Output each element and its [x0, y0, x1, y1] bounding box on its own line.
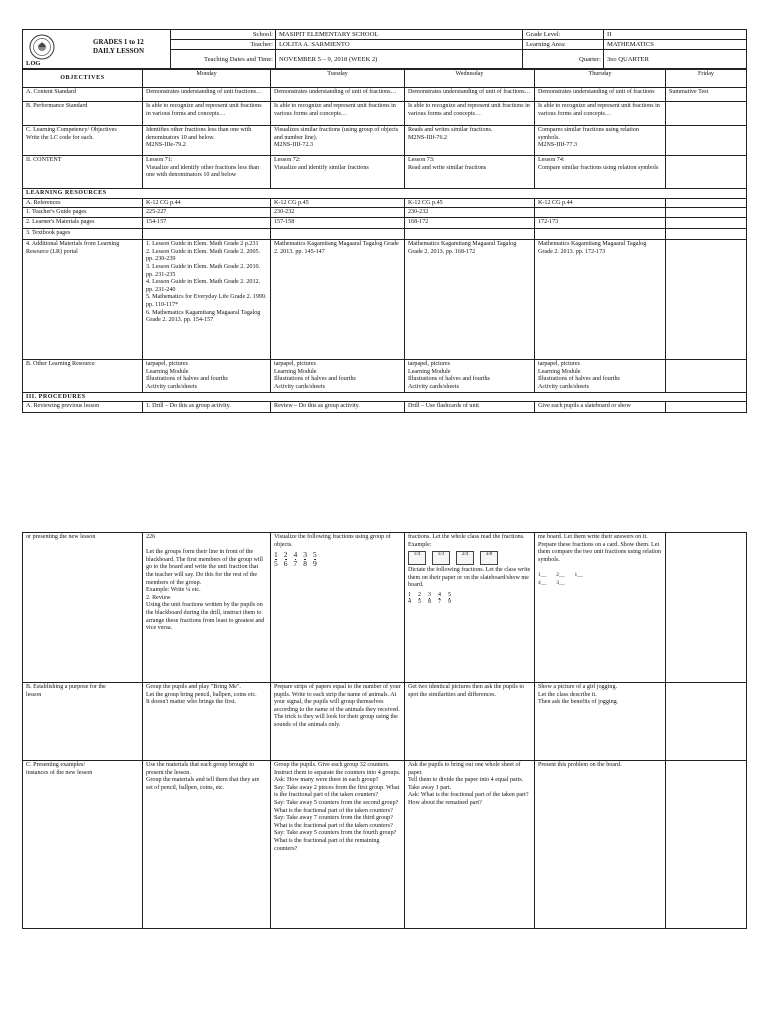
cell-friday	[666, 360, 747, 392]
fraction	[274, 551, 278, 567]
denominator: 6	[283, 558, 288, 568]
visualize-fractions-text: Visualize the following fractions using group of objects.	[274, 534, 391, 548]
comparison-item: 2__	[556, 572, 565, 579]
cell-wednesday: Lesson 73: Read and write similar fractions	[405, 156, 535, 189]
denominator: 9	[313, 558, 317, 568]
comparison-item: 1__	[574, 572, 583, 579]
header-table	[22, 29, 747, 69]
review-cont-friday	[666, 533, 747, 683]
review-cont-tuesday	[271, 533, 405, 683]
fraction	[448, 592, 451, 605]
cell-monday: Is able to recognize and represent unit fractions in various forms and concepts…	[143, 102, 271, 126]
quarter-label: Quarter:	[523, 50, 604, 69]
cell-monday: Demonstrates understanding of unit fractions…	[143, 88, 271, 102]
fraction-card: 3/8	[480, 551, 498, 565]
day-header-friday: Friday	[666, 70, 747, 88]
cell-friday	[666, 218, 747, 229]
review-cont-monday: 226 Let the groups form their line in front of the blackboard. The first members of the group will go to the board and write the unit fraction that the teacher will say. Do this for the rest of the members of the group. Example: Write ¼ etc. 2. Review Using the unit fractions written by the pupils on the blackboard during the drill, instruct them to arrange these fractions from least to greatest and vice versa.	[143, 533, 271, 683]
grade-value: II	[604, 30, 747, 40]
review-cont-label: or presenting the new lesson	[23, 533, 143, 683]
fraction	[303, 551, 307, 567]
numerator: 2	[418, 591, 421, 598]
cell-monday: Identifies other fractions less than one with denominators 10 and below. M2NS-IIIe-79.2	[143, 126, 271, 156]
cell-wednesday: tarpapel, pictures Learning Module Illustrations of halves and fourths Activity cards/sheets	[405, 360, 535, 392]
cell-wednesday: 230-232	[405, 208, 535, 218]
cell-friday	[666, 102, 747, 126]
fraction-card: 1/4	[408, 551, 426, 565]
dates-value: NOVEMBER 5 – 9, 2018 (WEEK 2)	[276, 50, 523, 69]
school-value: MASIPIT ELEMENTARY SCHOOL	[276, 30, 523, 40]
cell-thursday: Present this problem on the board.	[535, 761, 666, 929]
cell-tuesday: tarpapel, pictures Learning Module Illustrations of halves and fourths Activity cards/sheets	[271, 360, 405, 392]
cell-friday	[666, 126, 747, 156]
fraction	[408, 592, 411, 605]
row-label-ii-content: II. CONTENT	[23, 156, 143, 189]
comparison-item: 3__	[556, 579, 565, 586]
area-value: MATHEMATICS	[604, 40, 747, 50]
denominator: 7	[438, 598, 441, 605]
cell-friday	[666, 240, 747, 360]
cell-thursday: Show a picture of a girl jogging. Let the class describe it. Then ask the benefits of jogging.	[535, 683, 666, 761]
cell-monday: 154-157	[143, 218, 271, 229]
cell-friday: Summative Test	[666, 88, 747, 102]
row-label-4-additional-materials-from-learning-res: 4. Additional Materials from Learning Resource (LR) portal	[23, 240, 143, 360]
row-label-b-establishing-a-purpose-for-the-lesson: B. Establishing a purpose for the lesson	[23, 683, 143, 761]
cell-thursday: Give each pupils a slateboard or show	[535, 402, 666, 413]
comparison-item: 1__	[538, 572, 547, 579]
cell-wednesday: Drill – Use flashcards of unit	[405, 402, 535, 413]
cell-wednesday: Ask the pupils to bring out one whole sheet of paper. Tell them to divide the paper into 4 equal parts. Take away 1 part. Ask: What is the fractional part of the taken part? How about the remained part?	[405, 761, 535, 929]
row-label-c-presenting-examples-instances-of-the-n: C. Presenting examples/ instances of the new lesson	[23, 761, 143, 929]
numerator: 2	[283, 550, 288, 560]
thursday-text: me board. Let them write their answers on it. Prepare these fractions on a card. Show them. Let them compare the two unit fractions using relation symbols.	[538, 534, 662, 563]
cell-thursday: Compares similar fractions using relation symbols. M2NS-IIIf-77.3	[535, 126, 666, 156]
cell-friday	[666, 683, 747, 761]
cell-thursday	[535, 229, 666, 240]
cell-thursday: tarpapel, pictures Learning Module Illustrations of halves and fourths Activity cards/sheets	[535, 360, 666, 392]
cell-wednesday: 168-172	[405, 218, 535, 229]
day-header-wednesday: Wednesday	[405, 70, 535, 88]
cell-friday	[666, 402, 747, 413]
row-label-2-learner-s-materials-pages: 2. Learner's Materials pages	[23, 218, 143, 229]
cell-monday	[143, 229, 271, 240]
review-cont-thursday	[535, 533, 666, 683]
row-label-1-teacher-s-guide-pages: 1. Teacher's Guide pages	[23, 208, 143, 218]
objectives-heading: OBJECTIVES	[23, 70, 143, 88]
cell-monday: 1. Drill – Do this as group activity.	[143, 402, 271, 413]
lesson-plan-page-2	[22, 532, 746, 929]
cell-monday: tarpapel, pictures Learning Module Illustrations of halves and fourths Activity cards/sheets	[143, 360, 271, 392]
numerator: 1	[408, 591, 411, 598]
row-label-a-content-standard: A. Content Standard	[23, 88, 143, 102]
cell-wednesday	[405, 229, 535, 240]
title-grades: GRADES 1 to 12	[93, 38, 144, 46]
dictate-text: Dictate the following fractions. Let the class write them on their paper or on the slateboard/show me board.	[408, 567, 531, 589]
cell-friday	[666, 761, 747, 929]
teacher-value: LOLITA A. SARMIENTO	[276, 40, 523, 50]
fraction	[418, 592, 421, 605]
row-label-b-other-learning-resource: B. Other Learning Resource	[23, 360, 143, 392]
grade-label: Grade Level:	[523, 30, 604, 40]
cell-monday: Use the materials that each group brought to present the lesson. Group the materials and tell them that they are set of pencil, ballpen, coins, etc.	[143, 761, 271, 929]
cell-tuesday: Is able to recognize and represent unit fractions in various forms and concepts…	[271, 102, 405, 126]
numerator: 4	[293, 550, 298, 560]
cell-tuesday: Prepare strips of papers equal to the number of your pupils. Write to each strip the name of animals. At your signal, the pupils will group themselves according to the name of the animals they received. The trick is they will look for their group using the sounds of the animals only.	[271, 683, 405, 761]
cell-monday: Lesson 71: Visualize and identify other fractions less than one with denominators 10 and below	[143, 156, 271, 189]
day-header-thursday: Thursday	[535, 70, 666, 88]
wednesday-intro-text: fractions. Let the whole class read the fractions. Example:	[408, 534, 525, 548]
row-label-c-learning-competency-objectives-write-t: C. Learning Competency/ Objectives Write the LC code for each.	[23, 126, 143, 156]
row-label-3-textbook-pages: 3. Textbook pages	[23, 229, 143, 240]
numerator: 1	[274, 550, 278, 560]
cell-monday: Group the pupils and play "Bring Me". Let the group bring pencil, ballpen, coins etc. It doesn't matter who brings the first.	[143, 683, 271, 761]
cell-monday: K-12 CG p.44	[143, 198, 271, 208]
cell-thursday: Demonstrates understanding of unit of fractions	[535, 88, 666, 102]
fraction-card: 2/4	[456, 551, 474, 565]
lesson-plan-table-1	[22, 69, 747, 413]
numerator: 3	[428, 591, 431, 598]
area-label: Learning Area:	[523, 40, 604, 50]
cell-thursday: Lesson 74: Compare similar fractions using relation symbols	[535, 156, 666, 189]
school-label: School:	[171, 30, 276, 40]
cell-wednesday: Mathematics Kagamitang Magaaral Tagalog Grade 2. 2013. pp. 168-172	[405, 240, 535, 360]
cell-tuesday: Demonstrates understanding of unit of fractions…	[271, 88, 405, 102]
fraction-cards	[408, 551, 531, 565]
quarter-value: 3RD QUARTER	[604, 50, 747, 69]
cell-thursday	[535, 208, 666, 218]
cell-monday: 225-227	[143, 208, 271, 218]
cell-tuesday: Review – Do this as group activity.	[271, 402, 405, 413]
review-cont-wednesday	[405, 533, 535, 683]
denominator: 5	[418, 598, 421, 605]
lesson-plan-page-1	[22, 29, 746, 413]
deped-seal-icon	[29, 34, 55, 60]
fraction-list	[274, 550, 401, 568]
fraction-card: 1/3	[432, 551, 450, 565]
learning-resources-heading: LEARNING RESOURCES	[23, 189, 747, 199]
numerator: 3	[303, 550, 307, 560]
row-label-a-references: A. References	[23, 198, 143, 208]
cell-tuesday: Group the pupils. Give each group 32 counters. Instruct them to separate the counters into 4 groups. Ask: How many were there in each group? Say: Take away 2 pieces from the first group. What is the fractional part of the taken counters? Say: Take away 5 counters from the second group? What is the fractional part of the taken counters? Say: Take away 7 counters from the third group? What is the fractional part of the taken counters? Say: Take away 5 counters from the fourth group? What is the fractional part of the remaining counters?	[271, 761, 405, 929]
denominator: 7	[293, 558, 298, 568]
cell-wednesday: K-12 CG p.45	[405, 198, 535, 208]
row-label-b-performance-standard: B. Performance Standard	[23, 102, 143, 126]
fraction	[313, 551, 317, 567]
cell-wednesday: Demonstrates understanding of unit of fractions…	[405, 88, 535, 102]
procedures-heading: III. PROCEDURES	[23, 392, 747, 402]
cell-thursday: 172-173	[535, 218, 666, 229]
fraction	[428, 592, 431, 605]
denominator: 4	[408, 598, 411, 605]
cell-monday: 1. Lesson Guide in Elem. Math Grade 2 p.231 2. Lesson Guide in Elem. Math Grade 2. 2005. pp. 230-239 3. Lesson Guide in Elem. Math Grade 2. 2010. pp. 231-235 4. Lesson Guide in Elem. Math Grade 2. 2012. pp. 231-240 5. Mathematics for Everyday Life Grade 2. 1999. pp. 110-117* 6. Mathematics Kagamitang Magaaral Tagalog Grade 2. 2013. pp. 154-157	[143, 240, 271, 360]
cell-wednesday: Is able to recognize and represent unit fractions in various forms and concepts…	[405, 102, 535, 126]
denominator: 8	[303, 558, 307, 568]
cell-friday	[666, 156, 747, 189]
cell-tuesday: K-12 CG p.45	[271, 198, 405, 208]
cell-thursday: Mathematics Kagamitang Magaaral Tagalog Grade 2. 2013. pp. 172-173	[535, 240, 666, 360]
cell-friday	[666, 229, 747, 240]
fraction	[294, 551, 298, 567]
numerator: 4	[438, 591, 441, 598]
cell-tuesday	[271, 229, 405, 240]
cell-tuesday: 157-158	[271, 218, 405, 229]
numerator: 5	[313, 550, 317, 560]
cell-thursday: K-12 CG p.44	[535, 198, 666, 208]
day-header-tuesday: Tuesday	[271, 70, 405, 88]
fraction	[284, 551, 288, 567]
day-header-monday: Monday	[143, 70, 271, 88]
deped-logo-block	[23, 30, 171, 69]
cell-tuesday: Lesson 72: Visualize and identify similar fractions	[271, 156, 405, 189]
cell-tuesday: Visualizes similar fractions (using group of objects and number line). M2NS-IIIf-72.3	[271, 126, 405, 156]
cell-tuesday: 230-232	[271, 208, 405, 218]
teacher-label: Teacher:	[171, 40, 276, 50]
cell-friday	[666, 208, 747, 218]
title-daily-lesson: DAILY LESSON	[93, 47, 145, 55]
denominator: 9	[448, 598, 451, 605]
cell-tuesday: Mathematics Kagamitang Magaaral Tagalog Grade 2. 2013. pp. 145-147	[271, 240, 405, 360]
logo-text: LOG	[26, 60, 41, 67]
lesson-plan-table-2	[22, 532, 747, 929]
denominator: 8	[428, 598, 431, 605]
cell-thursday: Is able to recognize and represent unit fractions in various forms and concepts…	[535, 102, 666, 126]
dictated-fractions	[408, 592, 531, 606]
comparison-items	[538, 572, 662, 587]
denominator: 5	[274, 558, 278, 568]
cell-wednesday: Get two identical pictures then ask the pupils to spot the similarities and differences.	[405, 683, 535, 761]
dates-label: Teaching Dates and Time:	[171, 50, 276, 69]
fraction	[438, 592, 441, 605]
row-label-a-reviewing-previous-lesson: A. Reviewing previous lesson	[23, 402, 143, 413]
cell-wednesday: Reads and writes similar fractions. M2NS-IIIf-76.2	[405, 126, 535, 156]
comparison-item: 4__	[538, 579, 547, 586]
cell-friday	[666, 198, 747, 208]
numerator: 5	[448, 591, 451, 598]
